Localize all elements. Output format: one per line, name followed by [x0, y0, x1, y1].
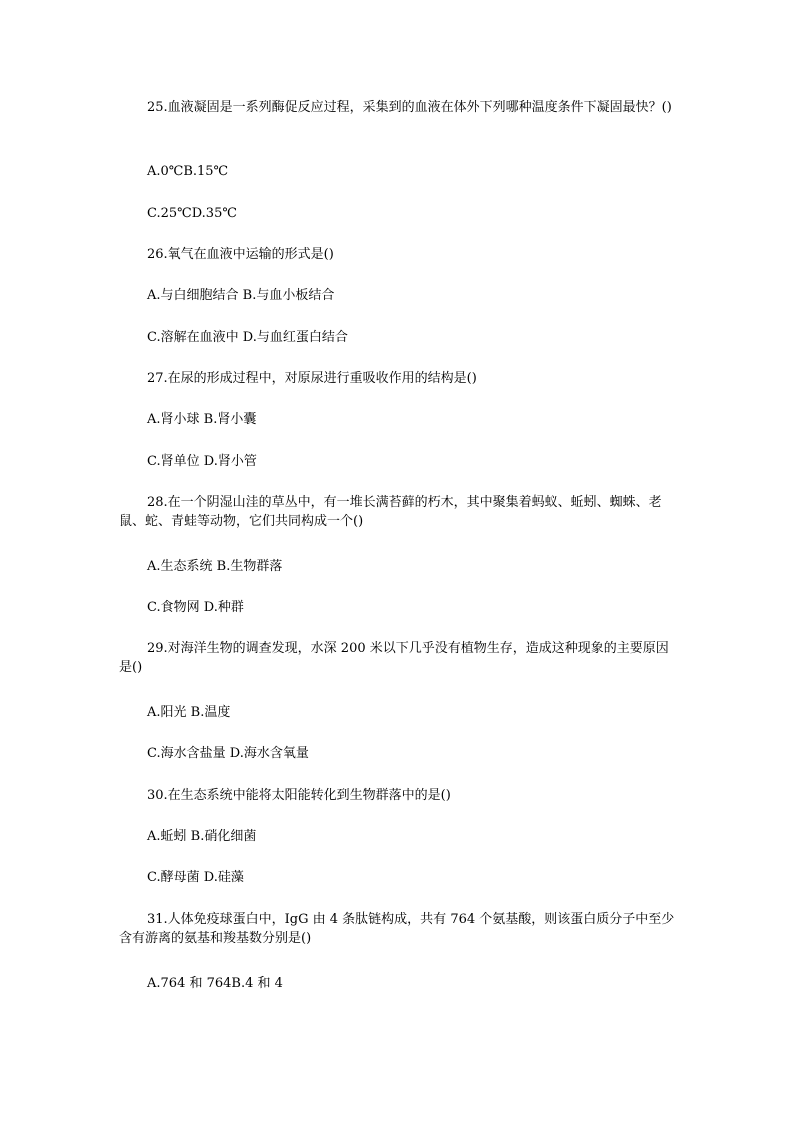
- question-28-options-cd: C.食物网 D.种群: [147, 600, 244, 615]
- question-29: 29.对海洋生物的调查发现，水深 200 米以下几乎没有植物生存，造成这种现象的主要原因是(): [119, 641, 669, 675]
- question-26-options-cd: C.溶解在血液中 D.与血红蛋白结合: [147, 330, 348, 345]
- question-27-options-ab: A.肾小球 B.肾小囊: [147, 412, 257, 427]
- question-29-options-ab: A.阳光 B.温度: [147, 705, 231, 720]
- question-29-options-cd: C.海水含盐量 D.海水含氧量: [147, 746, 309, 761]
- question-31-options-ab: A.764 和 764B.4 和 4: [147, 976, 283, 991]
- question-25: 25.血液凝固是一系列酶促反应过程，采集到的血液在体外下列哪种温度条件下凝固最快？(): [147, 100, 672, 115]
- question-27: 27.在尿的形成过程中，对原尿进行重吸收作用的结构是(): [147, 371, 477, 386]
- question-26: 26.氧气在血液中运输的形式是(): [147, 247, 334, 262]
- question-27-options-cd: C.肾单位 D.肾小管: [147, 454, 257, 469]
- question-30: 30.在生态系统中能将太阳能转化到生物群落中的是(): [147, 788, 451, 803]
- question-30-options-ab: A.蚯蚓 B.硝化细菌: [147, 829, 257, 844]
- question-30-options-cd: C.酵母菌 D.硅藻: [147, 870, 244, 885]
- question-25-options-cd: C.25℃D.35℃: [147, 206, 237, 221]
- question-28: 28.在一个阴湿山洼的草丛中，有一堆长满苔藓的朽木，其中聚集着蚂蚁、蚯蚓、蜘蛛、老鼠、蛇、青蛙等动物，它们共同构成一个(): [119, 495, 662, 529]
- question-26-options-ab: A.与白细胞结合 B.与血小板结合: [147, 288, 335, 303]
- question-28-options-ab: A.生态系统 B.生物群落: [147, 559, 283, 574]
- question-25-options-ab: A.0℃B.15℃: [147, 164, 229, 179]
- question-31: 31.人体免疫球蛋白中，IgG 由 4 条肽链构成，共有 764 个氨基酸，则该蛋白质分子中至少含有游离的氨基和羧基数分别是(): [119, 912, 675, 946]
